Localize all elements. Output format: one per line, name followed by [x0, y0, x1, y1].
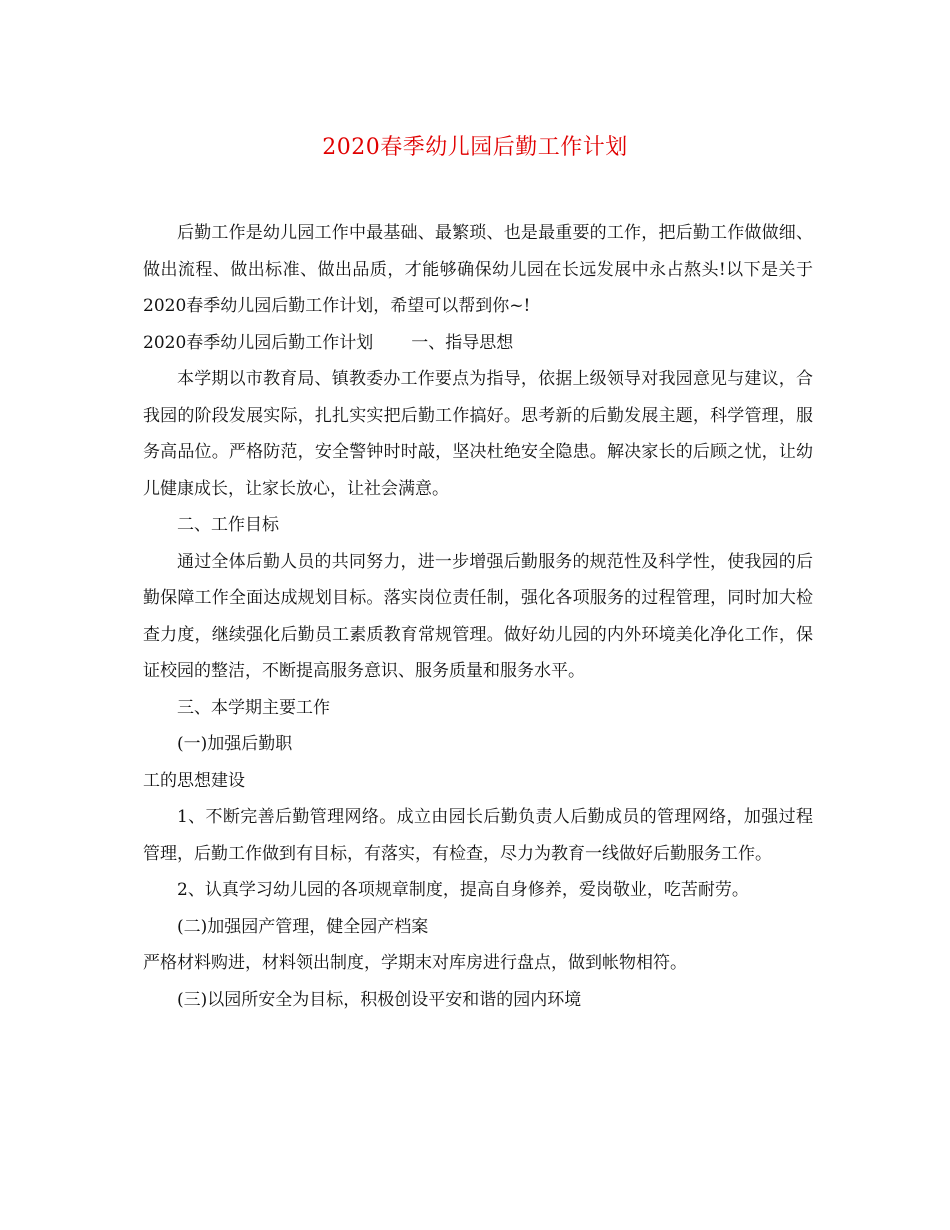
- section1-heading: 一、指导思想: [411, 332, 514, 353]
- subsection1-heading-line1: (一)加强后勤职: [177, 734, 293, 754]
- subsection2-heading: (二)加强园产管理，健全园产档案: [177, 916, 429, 937]
- subsection2-paragraph: 严格材料购进，材料领出制度，学期末对库房进行盘点，做到帐物相符。: [143, 953, 687, 973]
- subsection3-heading: (三)以园所安全为目标，积极创设平安和谐的园内环境: [177, 989, 582, 1010]
- intro-paragraph: 后勤工作是幼儿园工作中最基础、最繁琐、也是最重要的工作，把后勤工作做做细、做出流程、做出标准、做出品质，才能够确保幼儿园在长远发展中永占熬头!以下是关于2020春季幼儿园后勤工作计划，希望可以帮到你~!: [143, 223, 813, 316]
- document-body: [143, 215, 813, 1018]
- subtitle-line: [143, 325, 813, 362]
- item1-paragraph: 1、不断完善后勤管理网络。成立由园长后勤负责人后勤成员的管理网络，加强过程管理，后勤工作做到有目标，有落实，有检查，尽力为教育一线做好后勤服务工作。: [143, 807, 813, 864]
- subsection1-heading-line2: 工的思想建设: [143, 770, 245, 791]
- document-title: 2020春季幼儿园后勤工作计划: [322, 135, 628, 160]
- section1-paragraph: 本学期以市教育局、镇教委办工作要点为指导，依据上级领导对我园意见与建议，合我园的阶段发展实际，扎扎实实把后勤工作搞好。思考新的后勤发展主题，科学管理，服务高品位。严格防范，安全警钟时时敲，坚决杜绝安全隐患。解决家长的后顾之忧，让幼儿健康成长，让家长放心，让社会满意。: [143, 369, 813, 499]
- section3-heading: 三、本学期主要工作: [177, 697, 330, 718]
- item2-paragraph: 2、认真学习幼儿园的各项规章制度，提高自身修养，爱岗敬业，吃苦耐劳。: [177, 880, 749, 900]
- section2-paragraph: 通过全体后勤人员的共同努力，进一步增强后勤服务的规范性及科学性，使我园的后勤保障工作全面达成规划目标。落实岗位责任制，强化各项服务的过程管理，同时加大检查力度，继续强化后勤员工素质教育常规管理。做好幼儿园的内外环境美化净化工作，保证校园的整洁，不断提高服务意识、服务质量和服务水平。: [143, 551, 813, 681]
- subtitle-text: 2020春季幼儿园后勤工作计划: [143, 332, 374, 353]
- section2-heading: 二、工作目标: [177, 515, 279, 535]
